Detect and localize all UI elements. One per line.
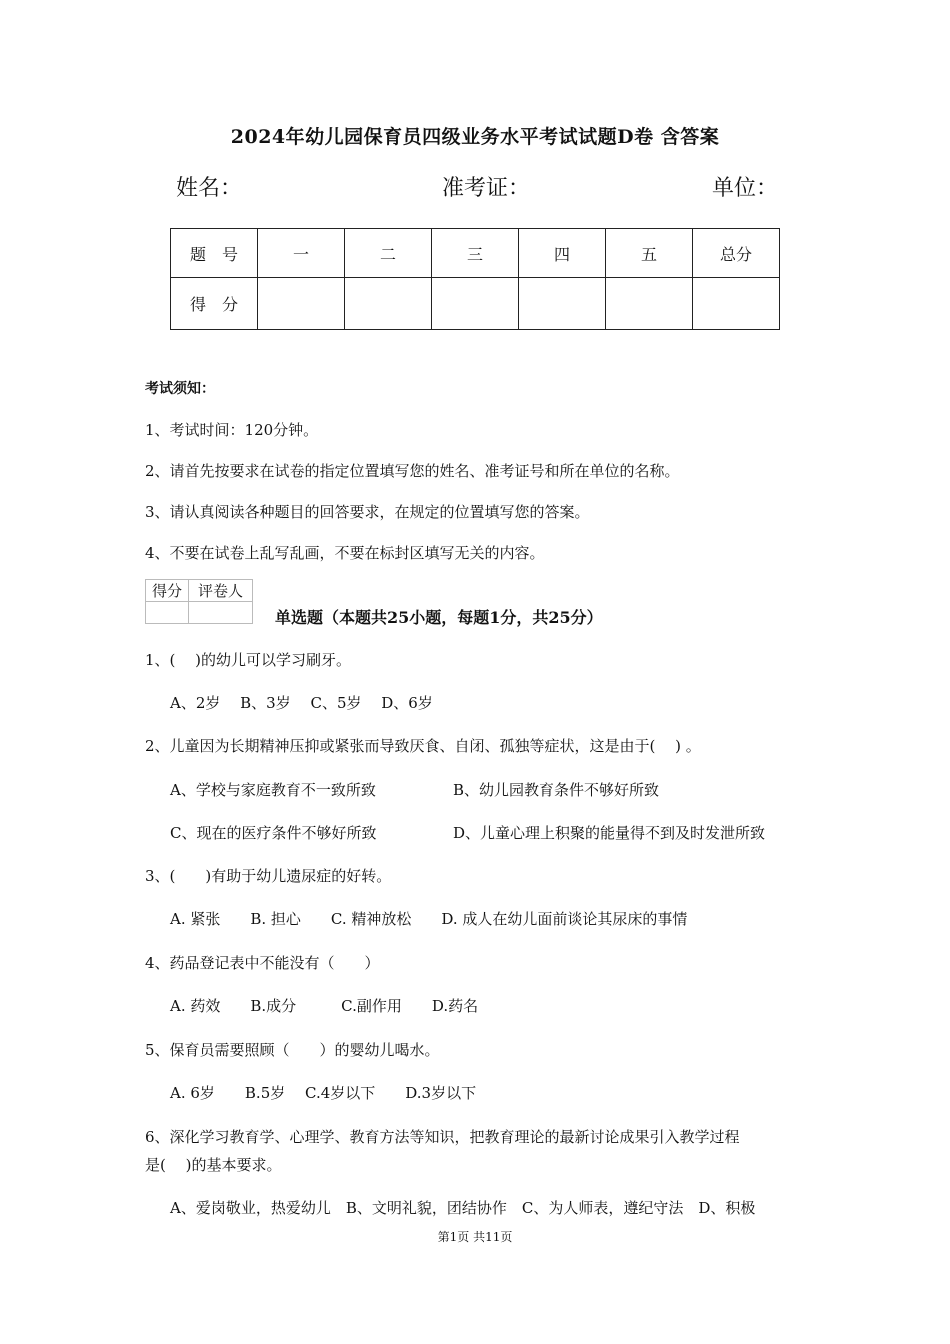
score-table [170, 228, 780, 330]
score-header-cell: 总分 [693, 229, 780, 278]
score-table-header-row [171, 229, 780, 278]
score-header-cell: 一 [258, 229, 345, 278]
section-title: 单选题（本题共25小题，每题1分，共25分） [275, 608, 603, 627]
score-header-cell: 四 [519, 229, 606, 278]
score-input-cell[interactable] [432, 278, 519, 330]
question-options: A、2岁 B、3岁 C、5岁 D、6岁 [170, 694, 433, 712]
notice-item: 3、请认真阅读各种题目的回答要求，在规定的位置填写您的答案。 [145, 503, 590, 521]
notice-item: 2、请首先按要求在试卷的指定位置填写您的姓名、准考证号和所在单位的名称。 [145, 462, 680, 480]
score-header-cell: 三 [432, 229, 519, 278]
question-option-c: C、现在的医疗条件不够好所致 [170, 824, 377, 842]
score-table-score-row [171, 278, 780, 330]
question-option-a: A、学校与家庭教育不一致所致 [170, 781, 376, 799]
score-header-cell: 二 [345, 229, 432, 278]
question-stem-continued: 是( )的基本要求。 [145, 1156, 282, 1174]
question-stem: 2、儿童因为长期精神压抑或紧张而导致厌食、自闭、孤独等症状，这是由于( ) 。 [145, 737, 701, 755]
question-options: A. 药效 B.成分 C.副作用 D.药名 [170, 997, 479, 1015]
score-header-cell: 题 号 [171, 229, 258, 278]
score-input-cell[interactable] [345, 278, 432, 330]
page-title: 2024年幼儿园保育员四级业务水平考试试题D卷 含答案 [230, 126, 720, 148]
grader-score-label: 得分 [146, 580, 189, 602]
exam-id-field-label: 准考证： [442, 176, 531, 201]
question-options: A. 紧张 B. 担心 C. 精神放松 D. 成人在幼儿面前谈论其尿床的事情 [170, 910, 688, 928]
notice-item: 4、不要在试卷上乱写乱画，不要在标封区填写无关的内容。 [145, 544, 545, 562]
question-stem: 5、保育员需要照顾（ ）的婴幼儿喝水。 [145, 1041, 440, 1059]
score-row-label: 得 分 [171, 278, 258, 330]
grader-score-cell[interactable] [146, 602, 189, 624]
score-input-cell[interactable] [606, 278, 693, 330]
question-options: A、爱岗敬业，热爱幼儿 B、文明礼貌，团结协作 C、为人师表，遵纪守法 D、积极 [170, 1199, 756, 1217]
question-stem: 4、药品登记表中不能没有（ ） [145, 954, 380, 972]
notice-item: 1、考试时间：120分钟。 [145, 421, 319, 439]
score-input-cell[interactable] [693, 278, 780, 330]
score-input-cell[interactable] [258, 278, 345, 330]
notice-heading: 考试须知： [145, 381, 215, 397]
question-option-d: D、儿童心理上积聚的能量得不到及时发泄所致 [453, 824, 766, 842]
question-option-b: B、幼儿园教育条件不够好所致 [453, 781, 660, 799]
grader-name-cell[interactable] [189, 602, 253, 624]
question-options: A. 6岁 B.5岁 C.4岁以下 D.3岁以下 [170, 1084, 477, 1102]
question-stem: 3、( )有助于幼儿遗尿症的好转。 [145, 867, 392, 885]
score-input-cell[interactable] [519, 278, 606, 330]
grader-box [145, 579, 253, 624]
question-stem: 1、( )的幼儿可以学习刷牙。 [145, 651, 352, 669]
score-header-cell: 五 [606, 229, 693, 278]
page-footer: 第1页 共11页 [437, 1230, 513, 1244]
name-field-label: 姓名： [176, 176, 243, 201]
question-stem: 6、深化学习教育学、心理学、教育方法等知识，把教育理论的最新讨论成果引入教学过程 [145, 1128, 740, 1146]
unit-field-label: 单位： [712, 176, 779, 201]
grader-name-label: 评卷人 [189, 580, 253, 602]
